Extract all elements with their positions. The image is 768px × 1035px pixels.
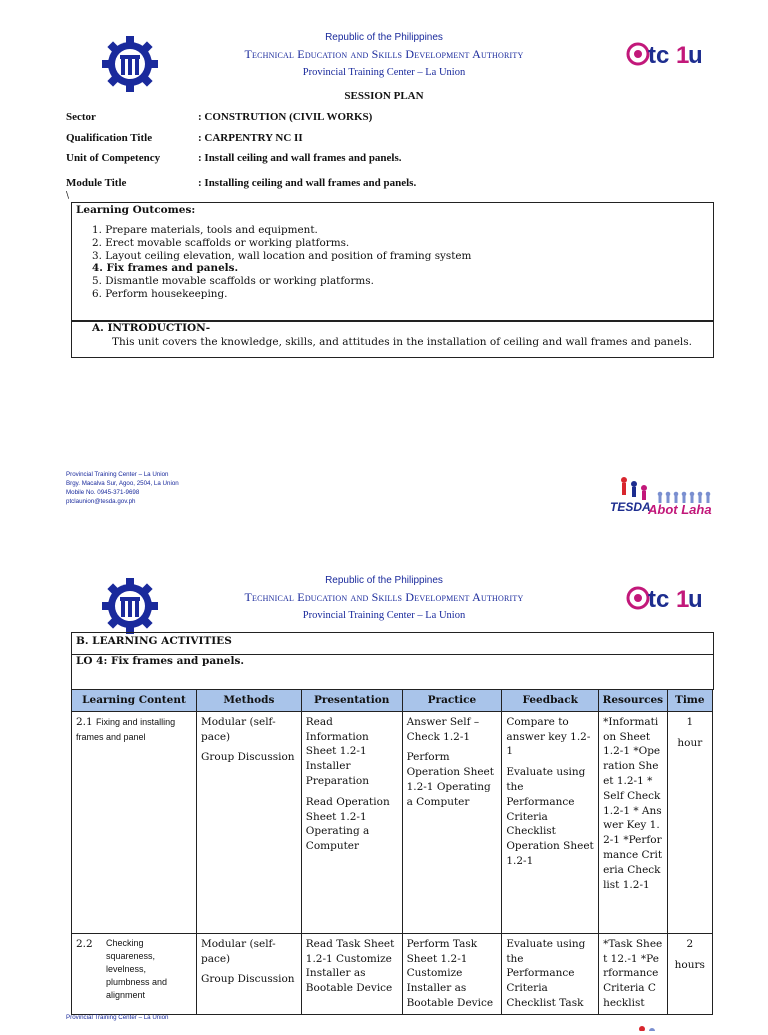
column-header: Practice [402,690,502,712]
svg-text:u: u [688,586,703,613]
learning-outcome-item: 6. Perform housekeeping. [92,287,228,300]
practice-cell [402,711,502,933]
resources-cell [599,711,668,933]
table-row [72,933,713,1014]
meta-value-module: : Installing ceiling and wall frames and panels. [198,177,417,189]
column-header: Presentation [301,690,402,712]
resources-text: *Task Sheet 12.-1 *Performance Criteria Checklist [603,937,663,1009]
ptclu-logo [626,580,706,618]
time-cell [667,933,712,1014]
svg-text:tc: tc [648,42,670,69]
time-value: 1 [686,715,694,728]
content-text: Fixing and installing frames and panel [76,716,176,742]
meta-label-module: Module Title [66,177,127,189]
column-header: Learning Content [72,690,197,712]
tesda-abot-lahat-logo [608,474,712,516]
methods-cell [196,933,301,1014]
learning-activities-heading: B. LEARNING ACTIVITIES [76,635,232,647]
time-unit: hour [677,736,703,749]
introduction-text: This unit covers the knowledge, skills, and attitudes in the installation of ceiling and wall frames and panels. [112,336,692,348]
stray-mark: \ [66,191,70,201]
time-value: 2 [686,937,694,950]
learning-content-cell [72,711,197,933]
page-title: SESSION PLAN [344,90,424,102]
learning-outcomes-list [92,224,471,301]
learning-outcomes-box [71,202,714,322]
learning-outcomes-heading: Learning Outcomes: [76,204,196,216]
presentation-item: Read Operation Sheet 1.2-1 Operating a Computer [305,795,390,853]
method-item: Modular (self-pace) [200,715,276,743]
svg-text:1: 1 [676,586,690,613]
feedback-item: Compare to answer key 1.2-1 [506,715,591,758]
column-header: Feedback [502,690,599,712]
learning-activities-heading-box [71,632,714,655]
resources-cell [599,933,668,1014]
meta-label-unit: Unit of Competency [66,152,161,164]
learning-outcome-item: 1. Prepare materials, tools and equipment. [92,224,318,236]
table-header-row [72,690,713,712]
footer-address [66,470,179,506]
learning-outcome-item-current: 4. Fix frames and panels. [92,262,239,275]
method-item: Group Discussion [200,751,295,764]
tesda-abot-lahat-logo-partial [626,1016,666,1024]
ptclu-logo [626,36,706,74]
introduction-box [71,320,714,358]
letterhead [150,575,618,621]
feedback-item: Evaluate using the Performance Criteria Checklist Task [506,937,586,1009]
center-name: Provincial Training Center – La Union [302,67,466,78]
presentation-cell [301,933,402,1014]
content-number: 2.2 [76,937,93,950]
learning-content-cell [72,933,197,1014]
lo-heading: LO 4: Fix frames and panels. [76,655,245,667]
meta-value-sector: : CONSTRUTION (CIVIL WORKS) [198,111,373,123]
meta-label-qualification: Qualification Title [66,132,153,144]
meta-label-sector: Sector [66,111,96,123]
time-cell [667,711,712,933]
svg-text:tc: tc [648,586,670,613]
method-item: Modular (self-pace) [200,937,276,965]
meta-value-qualification: : CARPENTRY NC II [198,132,303,144]
letterhead [150,32,618,78]
footer-line: Provincial Training Center – La Union [66,471,169,478]
presentation-item: Read Task Sheet 1.2-1 Customize Installer as Bootable Device [305,937,395,995]
republic-text: Republic of the Philippines [325,32,443,43]
column-header: Time [667,690,712,712]
meta-block [66,111,716,201]
agency-name: Technical Education and Skills Development Authority [244,590,524,604]
learning-activities-table [71,689,713,1015]
presentation-cell [301,711,402,933]
practice-item: Answer Self – Check 1.2-1 [406,715,480,743]
introduction-heading: A. INTRODUCTION- [92,322,211,334]
resources-text: *Information Sheet 1.2-1 *Operation Sheet 1.2-1 * Self Check 1.2-1 * Answer Key 1.2-1 *Performance Criteria Checklist 1.2-1 [603,715,663,891]
agency-name: Technical Education and Skills Development Authority [244,47,524,61]
learning-outcome-item: 2. Erect movable scaffolds or working platforms. [92,236,350,249]
feedback-item: Evaluate using the Performance Criteria Checklist Operation Sheet 1.2-1 [506,766,594,867]
footer-address-cut: Provincial Training Center – La Union [66,1014,169,1021]
svg-text:u: u [688,42,703,69]
presentation-item: Read Information Sheet 1.2-1 Installer Preparation [305,715,370,787]
center-name: Provincial Training Center – La Union [302,610,466,621]
lo-heading-box [71,653,714,690]
time-unit: hours [674,958,705,971]
practice-item: Perform Task Sheet 1.2-1 Customize Installer as Bootable Device [406,937,494,1009]
meta-value-unit: : Install ceiling and wall frames and panels. [198,152,402,164]
learning-outcome-item: 5. Dismantle movable scaffolds or working platforms. [92,275,374,288]
footer-line: Brgy. Macalva Sur, Agoo, 2504, La Union [66,480,179,487]
footer-line: ptclaunion@tesda.gov.ph [66,498,136,505]
table-row [72,711,713,933]
footer-line: Mobile No. 0945-371-9698 [66,489,140,496]
svg-text:1: 1 [676,42,690,69]
content-text: Checking squareness, levelness, plumbness and alignment [106,937,168,1000]
svg-text:Abot Lahat: Abot Lahat [648,502,712,516]
feedback-cell [502,711,599,933]
method-item: Group Discussion [200,973,295,986]
column-header: Methods [196,690,301,712]
column-header: Resources [599,690,668,712]
practice-item: Perform Operation Sheet 1.2-1 Operating a Computer [406,751,494,808]
content-number: 2.1 [76,715,93,728]
practice-cell [402,933,502,1014]
learning-outcome-item: 3. Layout ceiling elevation, wall location and position of framing system [92,249,472,262]
methods-cell [196,711,301,933]
svg-text:TESDA: TESDA [610,500,651,514]
feedback-cell [502,933,599,1014]
republic-text: Republic of the Philippines [325,575,443,586]
